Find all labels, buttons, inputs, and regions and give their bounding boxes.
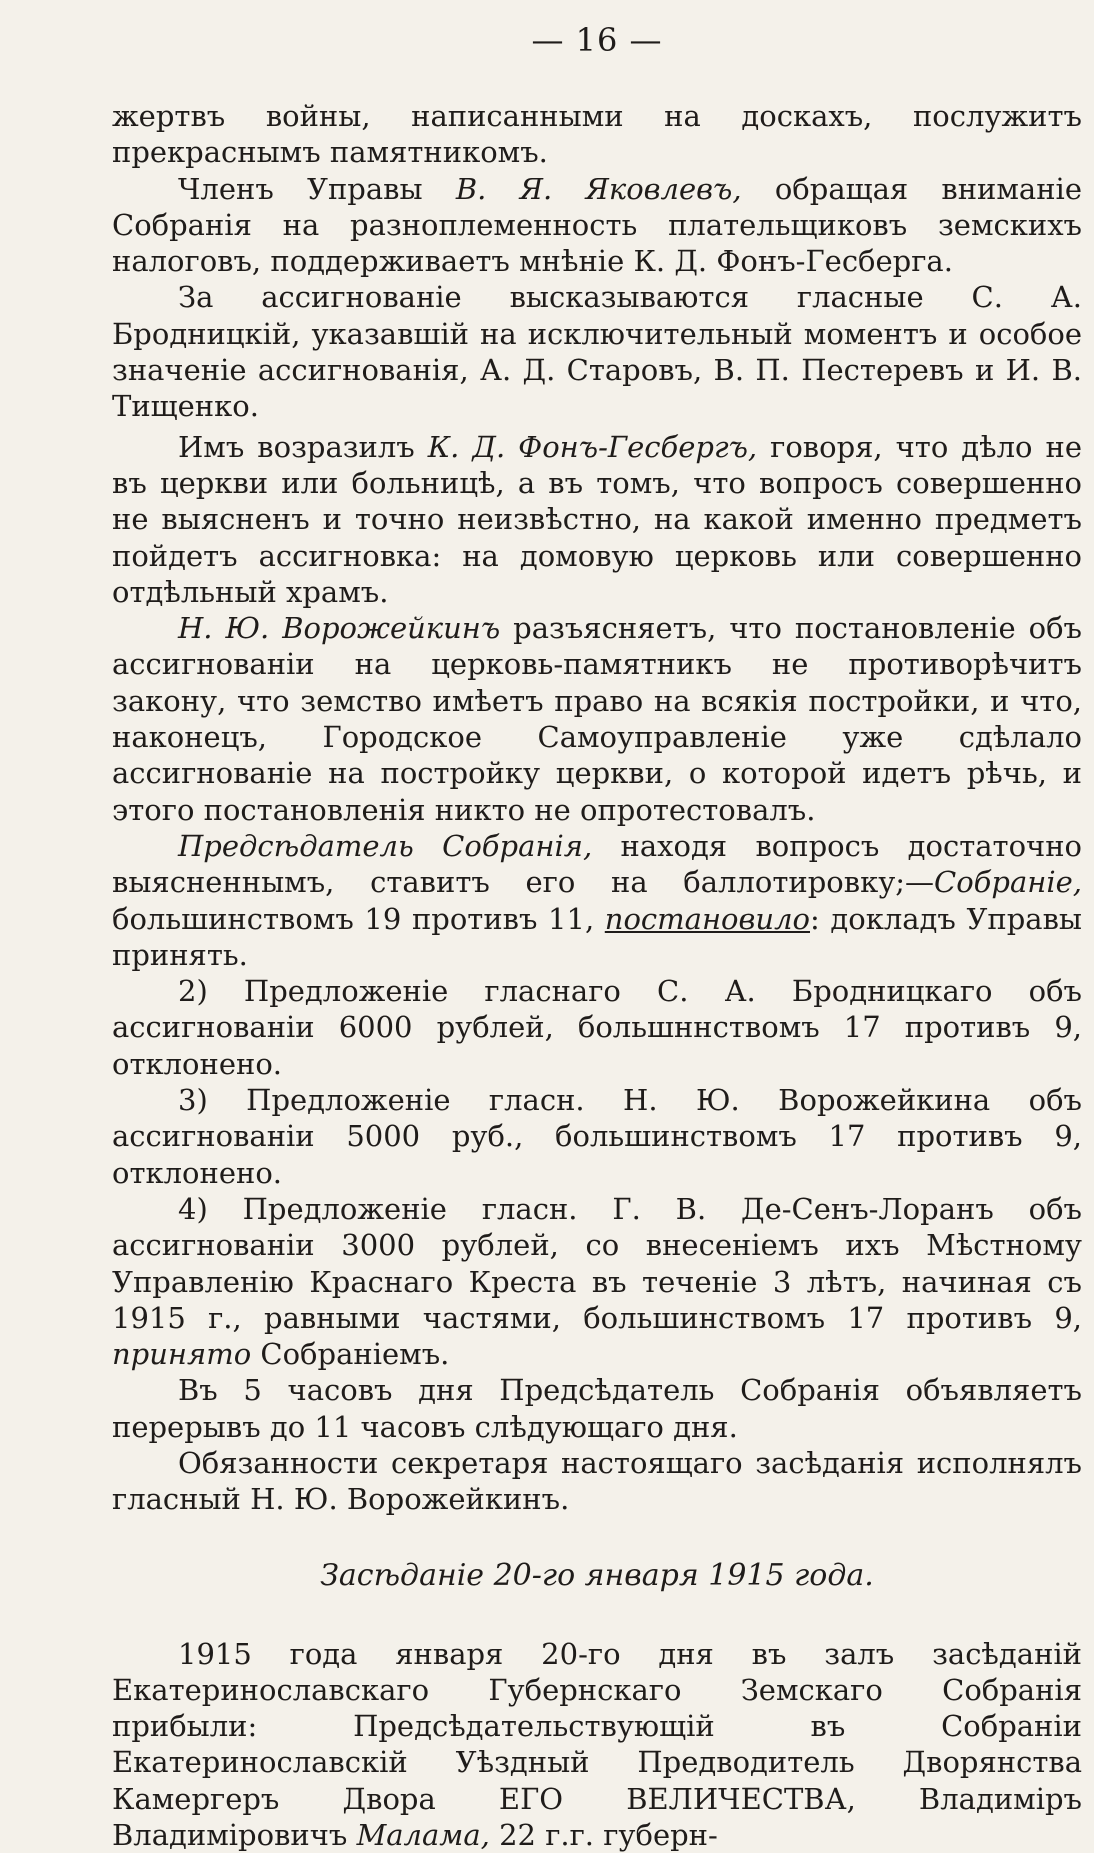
accepted-label: принято — [112, 1337, 252, 1372]
paragraph-1-text: жертвъ войны, написанными на доскахъ, послужитъ прекраснымъ памятникомъ. — [112, 99, 1082, 170]
paragraph-7 — [112, 973, 1082, 1082]
paragraph-11-text: Обязанности секретаря настоящаго засѣданія исполнялъ гласный Н. Ю. Ворожейкинъ. — [112, 1445, 1082, 1517]
paragraph-6 — [112, 828, 1082, 973]
final-paragraph — [112, 1636, 1082, 1853]
paragraph-4-after: говоря, что дѣло не въ церкви или больницѣ, а въ томъ, что вопросъ совершенно не выясненъ и точно неизвѣстно, на какой именно предметъ пойдетъ ассигновка: на домовую церковь или совершенно отдѣльный храмъ. — [112, 429, 1082, 609]
paragraph-9-after: Собраніемъ. — [251, 1337, 450, 1372]
paragraph-2-after: обращая вниманіе Собранія на разноплеменность плательщиковъ земскихъ налоговъ, поддерживаетъ мнѣніе К. Д. Фонъ-Гесберга. — [112, 171, 1082, 279]
final-paragraph-before: 1915 года января 20-го дня въ залъ засѣданій Екатеринославскаго Губернскаго Земскаго Собранія прибыли: Предсѣдательствующій въ Собраніи Екатеринославскій Уѣздный Предводитель Дворянства Камергеръ Двора ЕГО ВЕЛИЧЕСТВА, Владиміръ Владиміровичъ — [112, 1636, 1082, 1853]
speaker-name-vorozheikin: Н. Ю. Ворожейкинъ — [178, 611, 501, 646]
assembly-label: Собраніе, — [934, 865, 1082, 900]
section-heading: Засѣданіе 20-го января 1915 года. — [320, 1557, 874, 1593]
paragraph-5-after: разъясняетъ, что постановленіе объ ассигнованіи на церковь-памятникъ не противорѣчитъ закону, что земство имѣетъ право на всякія постройки, и что, наконецъ, Городское Самоуправленіе уже сдѣлало ассигнованіе на постройку церкви, о которой идетъ рѣчь, и этого постановленія никто не опротестовалъ. — [112, 611, 1083, 827]
paragraph-7-text: 2) Предложеніе гласнаго С. А. Бродницкаго объ ассигнованіи 6000 рублей, большннствомъ 17 противъ 9, отклонено. — [112, 974, 1082, 1081]
paragraph-10 — [112, 1372, 1082, 1445]
speaker-name-fon-gesberg: К. Д. Фонъ-Гесбергъ, — [427, 429, 758, 464]
paragraph-6-after: : докладъ Управы принять. — [112, 901, 1082, 972]
resolved-label: постановило — [604, 901, 810, 936]
paragraph-6-mid2: большинствомъ 19 противъ 11, — [112, 901, 605, 936]
paragraph-2 — [112, 171, 1082, 280]
speaker-name-chairman: Предсѣдатель Собранія, — [178, 828, 593, 863]
page-number: — 16 — — [531, 21, 663, 59]
paragraph-8-text: 3) Предложеніе гласн. Н. Ю. Ворожейкина объ ассигнованіи 5000 руб., большинствомъ 17 противъ 9, отклонено. — [112, 1083, 1082, 1190]
paragraph-9 — [112, 1191, 1082, 1372]
paragraph-3 — [112, 279, 1082, 424]
paragraph-10-text: Въ 5 часовъ дня Предсѣдатель Собранія объявляетъ перерывъ до 11 часовъ слѣдующаго дня. — [112, 1373, 1082, 1444]
paragraph-11 — [112, 1445, 1082, 1518]
speaker-name-yakovlev: В. Я. Яковлевъ, — [455, 171, 742, 206]
paragraph-9-before: 4) Предложеніе гласн. Г. В. Де-Сенъ-Лоранъ объ ассигнованіи 3000 рублей, со внесеніемъ ихъ Мѣстному Управленію Краснаго Креста въ теченіе 3 лѣтъ, начиная съ 1915 г., равными частями, большинствомъ 17 противъ 9, — [112, 1191, 1082, 1335]
paragraph-4 — [112, 429, 1082, 610]
paragraph-4-before: Имъ возразилъ — [178, 429, 428, 464]
document-page — [112, 18, 1083, 1853]
paragraph-8 — [112, 1082, 1082, 1191]
speaker-name-malama: Малама, — [356, 1818, 490, 1853]
paragraph-6-mid1: находя вопросъ достаточно выясненнымъ, ставитъ его на баллотировку;— — [112, 828, 1082, 900]
final-paragraph-after: 22 г.г. губерн- — [489, 1818, 718, 1853]
paragraph-1 — [112, 98, 1082, 171]
paragraph-2-before: Членъ Управы — [178, 171, 456, 206]
paragraph-5 — [112, 610, 1082, 828]
paragraph-3-text: За ассигнованіе высказываются гласные С. А. Бродницкій, указавшій на исключительный моментъ и особое значеніе ассигнованія, А. Д. Старовъ, В. П. Пестеревъ и И. В. Тищенко. — [112, 280, 1082, 424]
